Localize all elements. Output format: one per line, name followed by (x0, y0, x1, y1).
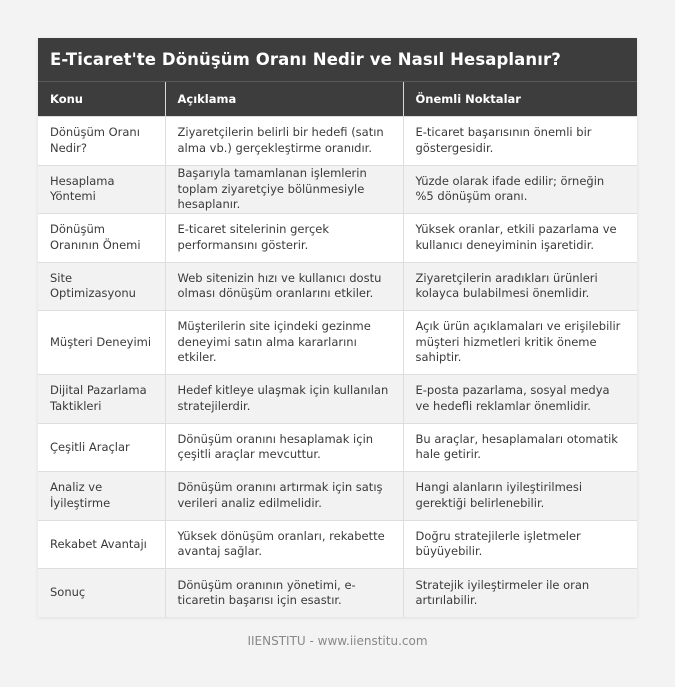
description-cell: Dönüşüm oranının yönetimi, e-ticaretin başarısı için esastır. (165, 569, 403, 618)
table-row (38, 472, 637, 521)
description-cell: Müşterilerin site içindeki gezinme deneyimi satın alma kararlarını etkiler. (165, 311, 403, 375)
table-header (38, 82, 637, 117)
table-row (38, 375, 637, 424)
notes-cell: Yüksek oranlar, etkili pazarlama ve kullanıcı deneyiminin işaretidir. (403, 214, 637, 263)
footer-credit: IIENSTITU - www.iienstitu.com (247, 634, 428, 648)
table-row (38, 520, 637, 569)
notes-cell: Bu araçlar, hesaplamaları otomatik hale getirir. (403, 423, 637, 472)
description-cell: Hedef kitleye ulaşmak için kullanılan stratejilerdir. (165, 375, 403, 424)
table-row (38, 569, 637, 618)
notes-cell: E-posta pazarlama, sosyal medya ve hedefli reklamlar önemlidir. (403, 375, 637, 424)
description-cell: Web sitenizin hızı ve kullanıcı dostu olması dönüşüm oranlarını etkiler. (165, 262, 403, 311)
topic-cell: Müşteri Deneyimi (38, 311, 165, 375)
topic-cell: Analiz ve İyileştirme (38, 472, 165, 521)
description-cell: Yüksek dönüşüm oranları, rekabette avantaj sağlar. (165, 520, 403, 569)
table-row (38, 311, 637, 375)
column-header-notes: Önemli Noktalar (403, 82, 637, 117)
table-row (38, 423, 637, 472)
table-body (38, 117, 637, 618)
topic-cell: Dijital Pazarlama Taktikleri (38, 375, 165, 424)
description-cell: Dönüşüm oranını hesaplamak için çeşitli araçlar mevcuttur. (165, 423, 403, 472)
table-row (38, 262, 637, 311)
info-table (38, 81, 637, 617)
notes-cell: Doğru stratejilerle işletmeler büyüyebilir. (403, 520, 637, 569)
table-row (38, 117, 637, 166)
notes-cell: Açık ürün açıklamaları ve erişilebilir müşteri hizmetleri kritik öneme sahiptir. (403, 311, 637, 375)
notes-cell: Stratejik iyileştirmeler ile oran artırılabilir. (403, 569, 637, 618)
topic-cell: Dönüşüm Oranı Nedir? (38, 117, 165, 166)
topic-cell: Dönüşüm Oranının Önemi (38, 214, 165, 263)
content-card (38, 38, 637, 617)
topic-cell: Site Optimizasyonu (38, 262, 165, 311)
column-header-topic: Konu (38, 82, 165, 117)
table-row (38, 165, 637, 214)
description-cell: Başarıyla tamamlanan işlemlerin toplam ziyaretçiye bölünmesiyle hesaplanır. (165, 165, 403, 214)
topic-cell: Çeşitli Araçlar (38, 423, 165, 472)
notes-cell: Ziyaretçilerin aradıkları ürünleri kolayca bulabilmesi önemlidir. (403, 262, 637, 311)
notes-cell: E-ticaret başarısının önemli bir göstergesidir. (403, 117, 637, 166)
topic-cell: Hesaplama Yöntemi (38, 165, 165, 214)
page-title: E-Ticaret'te Dönüşüm Oranı Nedir ve Nasıl Hesaplanır? (38, 38, 637, 81)
topic-cell: Rekabet Avantajı (38, 520, 165, 569)
notes-cell: Yüzde olarak ifade edilir; örneğin %5 dönüşüm oranı. (403, 165, 637, 214)
table-row (38, 214, 637, 263)
description-cell: Dönüşüm oranını artırmak için satış verileri analiz edilmelidir. (165, 472, 403, 521)
description-cell: E-ticaret sitelerinin gerçek performansını gösterir. (165, 214, 403, 263)
notes-cell: Hangi alanların iyileştirilmesi gerektiği belirlenebilir. (403, 472, 637, 521)
description-cell: Ziyaretçilerin belirli bir hedefi (satın alma vb.) gerçekleştirme oranıdır. (165, 117, 403, 166)
column-header-description: Açıklama (165, 82, 403, 117)
topic-cell: Sonuç (38, 569, 165, 618)
